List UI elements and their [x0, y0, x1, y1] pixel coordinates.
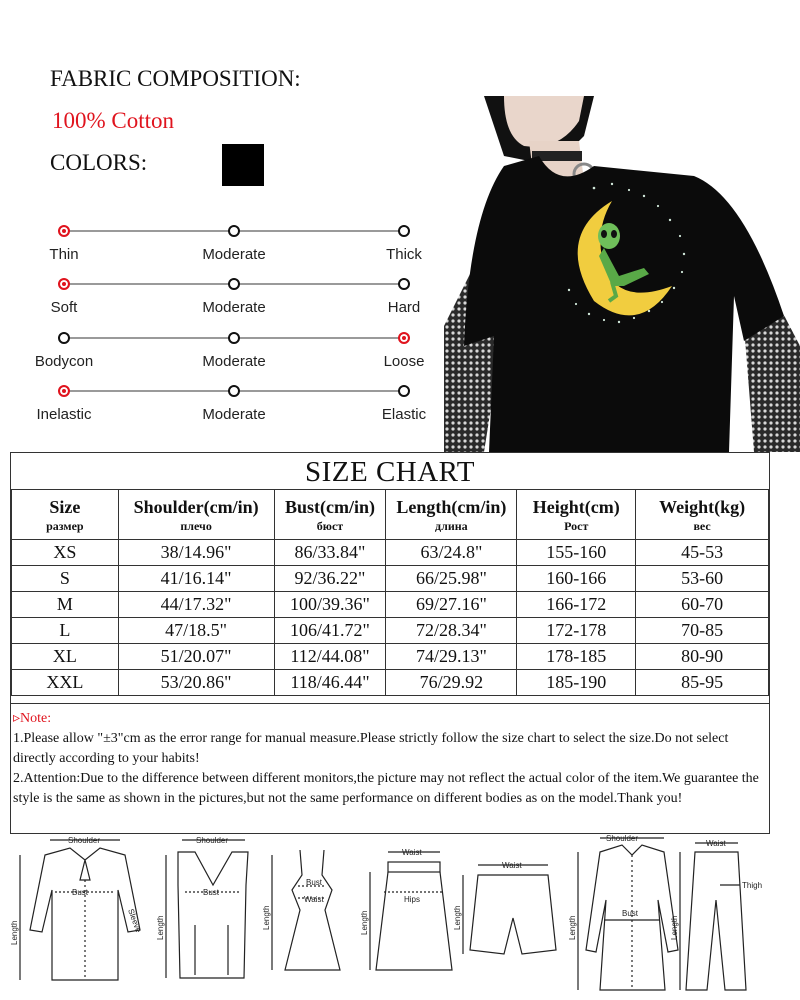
- header-en: Height(cm): [532, 497, 620, 517]
- property-scale-4: [36, 386, 427, 446]
- table-cell: 70-85: [636, 618, 769, 644]
- shorts-diagram: [463, 865, 556, 954]
- header-en: Shoulder(cm/in): [133, 497, 259, 517]
- dress-length-label: Length: [262, 905, 271, 930]
- scale-dot: [398, 225, 410, 237]
- property-scale-3: [34, 333, 425, 393]
- table-cell: 185-190: [517, 670, 636, 696]
- table-cell: 53/20.86": [118, 670, 274, 696]
- scale-label: Loose: [383, 353, 425, 370]
- table-cell: L: [12, 618, 119, 644]
- scale-dot: [398, 385, 410, 397]
- header-ru: длина: [435, 519, 468, 533]
- table-header-cell: [12, 490, 119, 540]
- notes-section: [11, 703, 769, 832]
- table-cell: 172-178: [517, 618, 636, 644]
- skirt-diagram: [370, 852, 452, 970]
- shirt-length-label: Length: [10, 920, 19, 945]
- property-scale-1: [49, 226, 422, 286]
- table-cell: 178-185: [517, 644, 636, 670]
- header-ru: вес: [693, 519, 711, 533]
- table-cell: 74/29.13": [386, 644, 517, 670]
- table-cell: 44/17.32": [118, 592, 274, 618]
- scale-dot: [58, 225, 70, 237]
- table-cell: 85-95: [636, 670, 769, 696]
- header-ru: плечо: [180, 519, 212, 533]
- pants-diagram: [680, 843, 746, 990]
- table-cell: 51/20.07": [118, 644, 274, 670]
- note-line-2: 2.Attention:Due to the difference between different monitors,the picture may not reflect the actual color of the item.We guarantee the style is the same as shown in the pictures,but not the same performance on different bodies as on the model.Thank you!: [13, 771, 759, 806]
- table-cell: XS: [12, 540, 119, 566]
- header-en: Size: [49, 497, 81, 517]
- dress-bust-label: Bust: [306, 878, 323, 887]
- table-cell: 41/16.14": [118, 566, 274, 592]
- scale-label: Moderate: [202, 299, 266, 316]
- vest-shoulder-label: Shoulder: [196, 836, 229, 845]
- table-cell: 53-60: [636, 566, 769, 592]
- table-cell: 47/18.5": [118, 618, 274, 644]
- table-cell: 118/46.44": [274, 670, 386, 696]
- table-cell: 106/41.72": [274, 618, 386, 644]
- table-cell: 80-90: [636, 644, 769, 670]
- table-cell: 76/29.92: [386, 670, 517, 696]
- table-cell: 86/33.84": [274, 540, 386, 566]
- shorts-length-label: Length: [453, 905, 462, 930]
- table-cell: 160-166: [517, 566, 636, 592]
- scale-label: Moderate: [202, 406, 266, 423]
- shirt-sleeve-label: Sleeve: [126, 907, 143, 934]
- scale-label: Moderate: [202, 246, 266, 263]
- note-line-1: 1.Please allow "±3"cm as the error range for manual measure.Please strictly follow the size chart to select the size.Do not select directly according to your habits!: [13, 731, 729, 766]
- table-header-cell: [517, 490, 636, 540]
- scale-label: Moderate: [202, 353, 266, 370]
- table-cell: 63/24.8": [386, 540, 517, 566]
- scale-label: Bodycon: [34, 353, 94, 370]
- scale-label: Soft: [50, 299, 78, 316]
- table-cell: XL: [12, 644, 119, 670]
- table-cell: 60-70: [636, 592, 769, 618]
- header-ru: Рост: [564, 519, 589, 533]
- skirt-length-label: Length: [360, 910, 369, 935]
- scale-dot: [228, 278, 240, 290]
- product-photo: [444, 96, 800, 452]
- property-scale-2: [50, 279, 421, 339]
- scale-dot: [58, 332, 70, 344]
- table-row: [12, 670, 769, 696]
- table-cell: 92/36.22": [274, 566, 386, 592]
- notes-title: ▹Note:: [13, 711, 52, 726]
- table-cell: M: [12, 592, 119, 618]
- colors-label: COLORS:: [50, 150, 148, 175]
- scale-label: Inelastic: [36, 406, 92, 423]
- header-en: Weight(kg): [659, 497, 746, 517]
- size-chart-title: SIZE CHART: [304, 456, 475, 488]
- table-cell: XXL: [12, 670, 119, 696]
- table-row: [12, 592, 769, 618]
- shirt-diagram: [20, 840, 140, 980]
- scale-dot: [398, 332, 410, 344]
- table-row: [12, 566, 769, 592]
- dress-diagram: [272, 850, 340, 970]
- table-row: [12, 618, 769, 644]
- vest-diagram: [166, 840, 248, 978]
- scale-dot: [228, 225, 240, 237]
- shorts-waist-label: Waist: [502, 861, 522, 870]
- header-ru: бюст: [316, 519, 344, 533]
- table-header-cell: [386, 490, 517, 540]
- table-cell: 100/39.36": [274, 592, 386, 618]
- table-header-row: [12, 490, 769, 540]
- measurement-diagrams: [0, 830, 800, 1000]
- scale-label: Elastic: [381, 406, 427, 423]
- table-cell: 72/28.34": [386, 618, 517, 644]
- pants-waist-label: Waist: [706, 839, 726, 848]
- skirt-hips-label: Hips: [404, 895, 421, 904]
- table-cell: 45-53: [636, 540, 769, 566]
- header-ru: размер: [46, 519, 84, 533]
- coat-bust-label: Bust: [622, 909, 639, 918]
- table-cell: 66/25.98": [386, 566, 517, 592]
- vest-length-label: Length: [156, 915, 165, 940]
- dress-waist-label: Waist: [304, 895, 324, 904]
- scale-dot: [228, 385, 240, 397]
- scale-dot: [58, 385, 70, 397]
- table-cell: 166-172: [517, 592, 636, 618]
- table-row: [12, 644, 769, 670]
- skirt-waist-label: Waist: [402, 848, 422, 857]
- coat-length-label: Length: [568, 915, 577, 940]
- shirt-bust-label: Bust: [72, 888, 89, 897]
- table-cell: 112/44.08": [274, 644, 386, 670]
- coat-shoulder-label: Shoulder: [606, 834, 639, 843]
- pants-thigh-label: Thigh: [742, 881, 763, 890]
- scale-dot: [398, 278, 410, 290]
- size-table: [11, 489, 769, 696]
- scale-dot: [228, 332, 240, 344]
- fabric-heading: FABRIC COMPOSITION:: [50, 66, 301, 91]
- table-cell: S: [12, 566, 119, 592]
- scale-label: Hard: [387, 299, 421, 316]
- table-header-cell: [274, 490, 386, 540]
- header-en: Length(cm/in): [396, 497, 507, 517]
- table-header-cell: [636, 490, 769, 540]
- table-cell: 38/14.96": [118, 540, 274, 566]
- vest-bust-label: Bust: [203, 888, 220, 897]
- model-tshirt-illustration: [444, 96, 800, 452]
- header-en: Bust(cm/in): [284, 497, 375, 517]
- pants-length-label: Length: [670, 915, 679, 940]
- table-row: [12, 540, 769, 566]
- table-header-cell: [118, 490, 274, 540]
- scale-dot: [58, 278, 70, 290]
- shirt-shoulder-label: Shoulder: [68, 836, 101, 845]
- scale-label: Thick: [386, 246, 422, 263]
- table-cell: 69/27.16": [386, 592, 517, 618]
- fabric-value: 100% Cotton: [52, 108, 175, 133]
- scale-label: Thin: [49, 246, 79, 263]
- color-swatch-black[interactable]: [222, 144, 264, 186]
- table-cell: 155-160: [517, 540, 636, 566]
- size-chart: [10, 452, 770, 834]
